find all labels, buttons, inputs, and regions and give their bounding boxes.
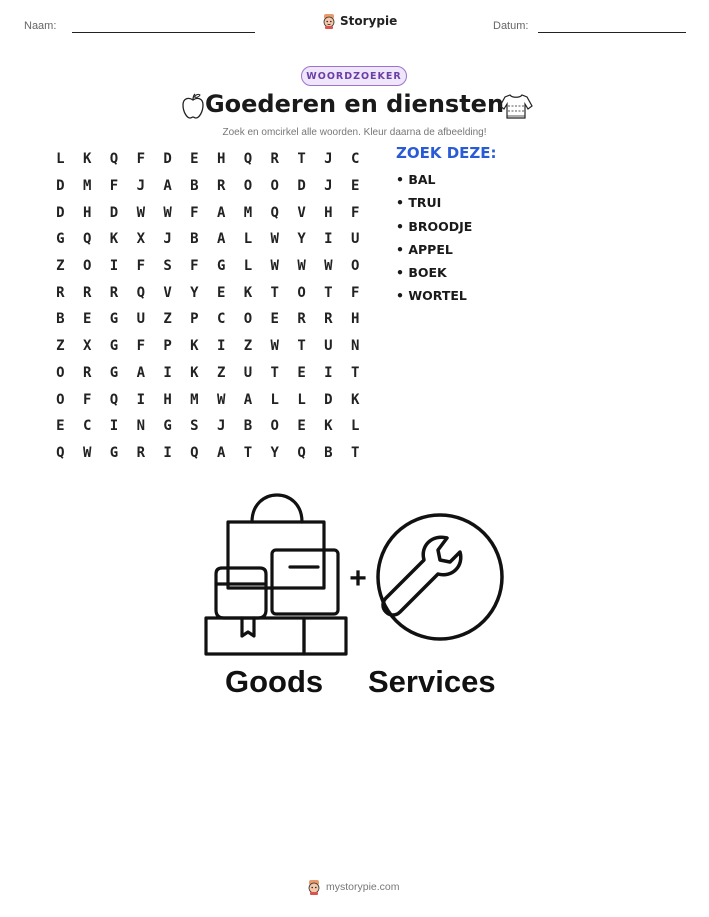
grid-letter[interactable]: H [82, 204, 92, 221]
grid-letter[interactable]: B [56, 311, 65, 328]
grid-letter[interactable]: N [136, 418, 145, 435]
grid-letter[interactable]: W [297, 258, 306, 275]
grid-letter[interactable]: U [350, 231, 360, 248]
grid-letter[interactable]: H [350, 311, 360, 328]
goods-and-services-illustration[interactable] [200, 490, 510, 660]
grid-letter[interactable]: A [243, 391, 253, 408]
grid-letter[interactable]: F [190, 258, 199, 275]
grid-letter[interactable]: D [109, 204, 119, 221]
grid-letter[interactable]: W [324, 258, 333, 275]
grid-letter[interactable]: E [216, 284, 226, 301]
grid-letter[interactable]: L [243, 231, 253, 248]
grid-letter[interactable]: T [297, 338, 306, 355]
grid-letter[interactable]: S [163, 258, 172, 275]
grid-letter[interactable]: D [56, 204, 65, 221]
grid-row [47, 386, 369, 413]
grid-letter[interactable]: I [136, 391, 145, 408]
grid-letter[interactable]: L [297, 391, 306, 408]
grid-letter[interactable]: A [216, 204, 226, 221]
grid-letter[interactable]: T [350, 364, 360, 381]
grid-letter[interactable]: E [297, 364, 306, 381]
grid-letter[interactable]: F [136, 258, 145, 275]
grid-letter[interactable]: C [216, 311, 226, 328]
word-item: • BAL [396, 172, 436, 187]
grid-letter[interactable]: F [82, 391, 92, 408]
grid-letter[interactable]: F [350, 204, 360, 221]
date-line[interactable] [538, 32, 686, 33]
grid-letter[interactable]: F [136, 151, 145, 168]
grid-row [47, 253, 369, 280]
grid-letter[interactable]: B [243, 418, 253, 435]
grid-letter[interactable]: P [190, 311, 199, 328]
grid-letter[interactable]: F [350, 284, 360, 301]
grid-letter[interactable]: J [163, 231, 172, 248]
grid-letter[interactable]: Q [82, 231, 92, 248]
grid-letter[interactable]: T [270, 284, 279, 301]
grid-letter[interactable]: T [270, 364, 279, 381]
footer-url[interactable]: mystorypie.com [326, 881, 400, 893]
footer [307, 879, 400, 895]
shopping-bag-icon [228, 522, 324, 588]
word-item: • APPEL [396, 241, 453, 257]
grid-letter[interactable]: K [190, 364, 199, 381]
sweater-icon [499, 92, 533, 120]
grid-letter[interactable]: I [163, 444, 172, 461]
grid-row [47, 306, 369, 333]
instructions: Zoek en omcirkel alle woorden. Kleur daarna de afbeelding! [222, 127, 487, 138]
word-item: • BROODJE [396, 218, 473, 234]
grid-letter[interactable]: H [163, 391, 172, 408]
grid-letter[interactable]: O [270, 178, 279, 195]
phone-icon [272, 550, 338, 614]
grid-letter[interactable]: I [216, 338, 226, 355]
jar-icon [216, 568, 266, 618]
grid-letter[interactable]: J [216, 418, 226, 435]
grid-letter[interactable]: K [243, 284, 253, 301]
grid-row [47, 173, 369, 200]
grid-letter[interactable]: Q [56, 444, 65, 461]
wrench-icon [383, 537, 461, 615]
grid-row [47, 199, 369, 226]
grid-letter[interactable]: H [216, 151, 226, 168]
grid-letter[interactable]: Z [216, 364, 226, 381]
grid-letter[interactable]: T [297, 151, 306, 168]
grid-letter[interactable]: G [163, 418, 172, 435]
grid-letter[interactable]: Q [243, 151, 253, 168]
grid-letter[interactable]: W [270, 231, 279, 248]
grid-letter[interactable]: O [270, 418, 279, 435]
grid-letter[interactable]: Y [270, 444, 279, 461]
grid-letter[interactable]: E [270, 311, 279, 328]
word-search-grid[interactable] [47, 146, 369, 466]
grid-letter[interactable]: M [82, 178, 92, 195]
grid-letter[interactable]: Q [109, 391, 119, 408]
grid-letter[interactable]: K [109, 231, 119, 248]
grid-letter[interactable]: R [136, 444, 145, 461]
grid-letter[interactable]: J [324, 178, 333, 195]
grid-letter[interactable]: O [243, 311, 253, 328]
grid-letter[interactable]: I [109, 418, 119, 435]
name-label: Naam: [24, 20, 57, 32]
grid-letter[interactable]: K [350, 391, 360, 408]
storypie-mascot-icon [307, 879, 321, 895]
services-label: Services [368, 664, 496, 699]
grid-letter[interactable]: I [109, 258, 119, 275]
grid-letter[interactable]: T [243, 444, 253, 461]
grid-row [47, 146, 369, 173]
grid-letter[interactable]: R [109, 284, 119, 301]
grid-letter[interactable]: N [350, 338, 360, 355]
grid-letter[interactable]: I [324, 364, 333, 381]
grid-letter[interactable]: A [216, 231, 226, 248]
grid-letter[interactable]: U [324, 338, 333, 355]
grid-letter[interactable]: I [324, 231, 333, 248]
grid-letter[interactable]: V [297, 204, 306, 221]
grid-letter[interactable]: Z [56, 338, 65, 355]
word-item: • TRUI [396, 195, 442, 211]
grid-letter[interactable]: O [297, 284, 306, 301]
grid-letter[interactable]: W [163, 204, 172, 221]
grid-letter[interactable]: W [82, 444, 92, 461]
grid-letter[interactable]: Y [297, 231, 306, 248]
grid-letter[interactable]: R [56, 284, 65, 301]
grid-letter[interactable]: G [109, 364, 119, 381]
grid-letter[interactable]: G [109, 311, 119, 328]
grid-letter[interactable]: Z [243, 338, 253, 355]
grid-letter[interactable]: D [163, 151, 172, 168]
grid-letter[interactable]: O [243, 178, 253, 195]
word-item: • BOEK [396, 265, 447, 281]
grid-letter[interactable]: W [270, 258, 279, 275]
grid-letter[interactable]: X [136, 231, 145, 248]
grid-letter[interactable]: Q [297, 444, 306, 461]
grid-letter[interactable]: O [82, 258, 92, 275]
grid-letter[interactable]: Q [109, 151, 119, 168]
plus-sign: + [349, 562, 367, 595]
grid-letter[interactable]: Z [56, 258, 65, 275]
word-item: • WORTEL [396, 288, 467, 304]
grid-letter[interactable]: L [56, 151, 65, 168]
grid-letter[interactable]: R [270, 151, 279, 168]
grid-row [47, 226, 369, 253]
grid-letter[interactable]: H [324, 204, 333, 221]
grid-letter[interactable]: C [82, 418, 92, 435]
grid-letter[interactable]: R [324, 311, 333, 328]
grid-letter[interactable]: R [82, 284, 92, 301]
grid-letter[interactable]: W [216, 391, 226, 408]
grid-letter[interactable]: L [350, 418, 360, 435]
grid-letter[interactable]: V [163, 284, 172, 301]
grid-letter[interactable]: G [56, 231, 65, 248]
grid-letter[interactable]: F [136, 338, 145, 355]
grid-letter[interactable]: W [270, 338, 279, 355]
grid-row [47, 333, 369, 360]
grid-letter[interactable]: S [190, 418, 199, 435]
brand-logo [322, 13, 397, 29]
grid-letter[interactable]: D [324, 391, 333, 408]
grid-letter[interactable]: A [136, 364, 145, 381]
grid-letter[interactable]: J [324, 151, 333, 168]
grid-letter[interactable]: E [350, 178, 360, 195]
grid-letter[interactable]: C [350, 151, 360, 168]
grid-letter[interactable]: A [216, 444, 226, 461]
date-label: Datum: [493, 20, 529, 32]
grid-letter[interactable]: E [297, 418, 306, 435]
grid-letter[interactable]: O [56, 391, 65, 408]
grid-letter[interactable]: M [190, 391, 199, 408]
grid-letter[interactable]: J [136, 178, 145, 195]
grid-letter[interactable]: E [190, 151, 199, 168]
grid-row [47, 440, 369, 467]
grid-letter[interactable]: F [109, 178, 119, 195]
grid-letter[interactable]: P [163, 338, 172, 355]
grid-letter[interactable]: R [216, 178, 226, 195]
grid-letter[interactable]: U [243, 364, 253, 381]
page-title: Goederen en diensten [204, 90, 505, 118]
grid-letter[interactable]: A [163, 178, 172, 195]
grid-letter[interactable]: L [243, 258, 253, 275]
grid-letter[interactable]: O [350, 258, 360, 275]
grid-letter[interactable]: F [190, 204, 199, 221]
grid-letter[interactable]: Z [163, 311, 172, 328]
grid-letter[interactable]: K [190, 338, 199, 355]
grid-letter[interactable]: R [82, 364, 92, 381]
grid-row [47, 360, 369, 387]
grid-letter[interactable]: Q [270, 204, 279, 221]
grid-letter[interactable]: B [190, 178, 199, 195]
grid-letter[interactable]: G [109, 338, 119, 355]
grid-letter[interactable]: M [243, 204, 253, 221]
grid-letter[interactable]: W [136, 204, 145, 221]
word-list [396, 172, 472, 312]
name-line[interactable] [72, 32, 255, 33]
grid-letter[interactable]: D [297, 178, 306, 195]
storypie-mascot-icon [322, 13, 336, 29]
brand-name: Storypie [340, 14, 398, 28]
worksheet-type-badge: WOORDZOEKER [301, 66, 407, 86]
grid-letter[interactable]: E [82, 311, 92, 328]
find-these-heading: ZOEK DEZE: [396, 144, 497, 162]
grid-letter[interactable]: K [324, 418, 333, 435]
grid-letter[interactable]: Y [190, 284, 199, 301]
grid-letter[interactable]: T [350, 444, 360, 461]
grid-letter[interactable]: B [190, 231, 199, 248]
grid-letter[interactable]: O [56, 364, 65, 381]
grid-letter[interactable]: G [216, 258, 226, 275]
grid-letter[interactable]: B [324, 444, 333, 461]
grid-letter[interactable]: T [324, 284, 333, 301]
grid-letter[interactable]: R [297, 311, 306, 328]
grid-letter[interactable]: U [136, 311, 145, 328]
grid-letter[interactable]: Q [190, 444, 199, 461]
grid-letter[interactable]: L [270, 391, 279, 408]
grid-row [47, 413, 369, 440]
grid-letter[interactable]: X [82, 338, 92, 355]
grid-row [47, 279, 369, 306]
grid-letter[interactable]: D [56, 178, 65, 195]
goods-label: Goods [225, 664, 324, 699]
grid-letter[interactable]: Q [136, 284, 145, 301]
service-circle-icon [378, 515, 502, 639]
grid-letter[interactable]: I [163, 364, 172, 381]
grid-letter[interactable]: K [82, 151, 92, 168]
grid-letter[interactable]: G [109, 444, 119, 461]
grid-letter[interactable]: E [56, 418, 65, 435]
